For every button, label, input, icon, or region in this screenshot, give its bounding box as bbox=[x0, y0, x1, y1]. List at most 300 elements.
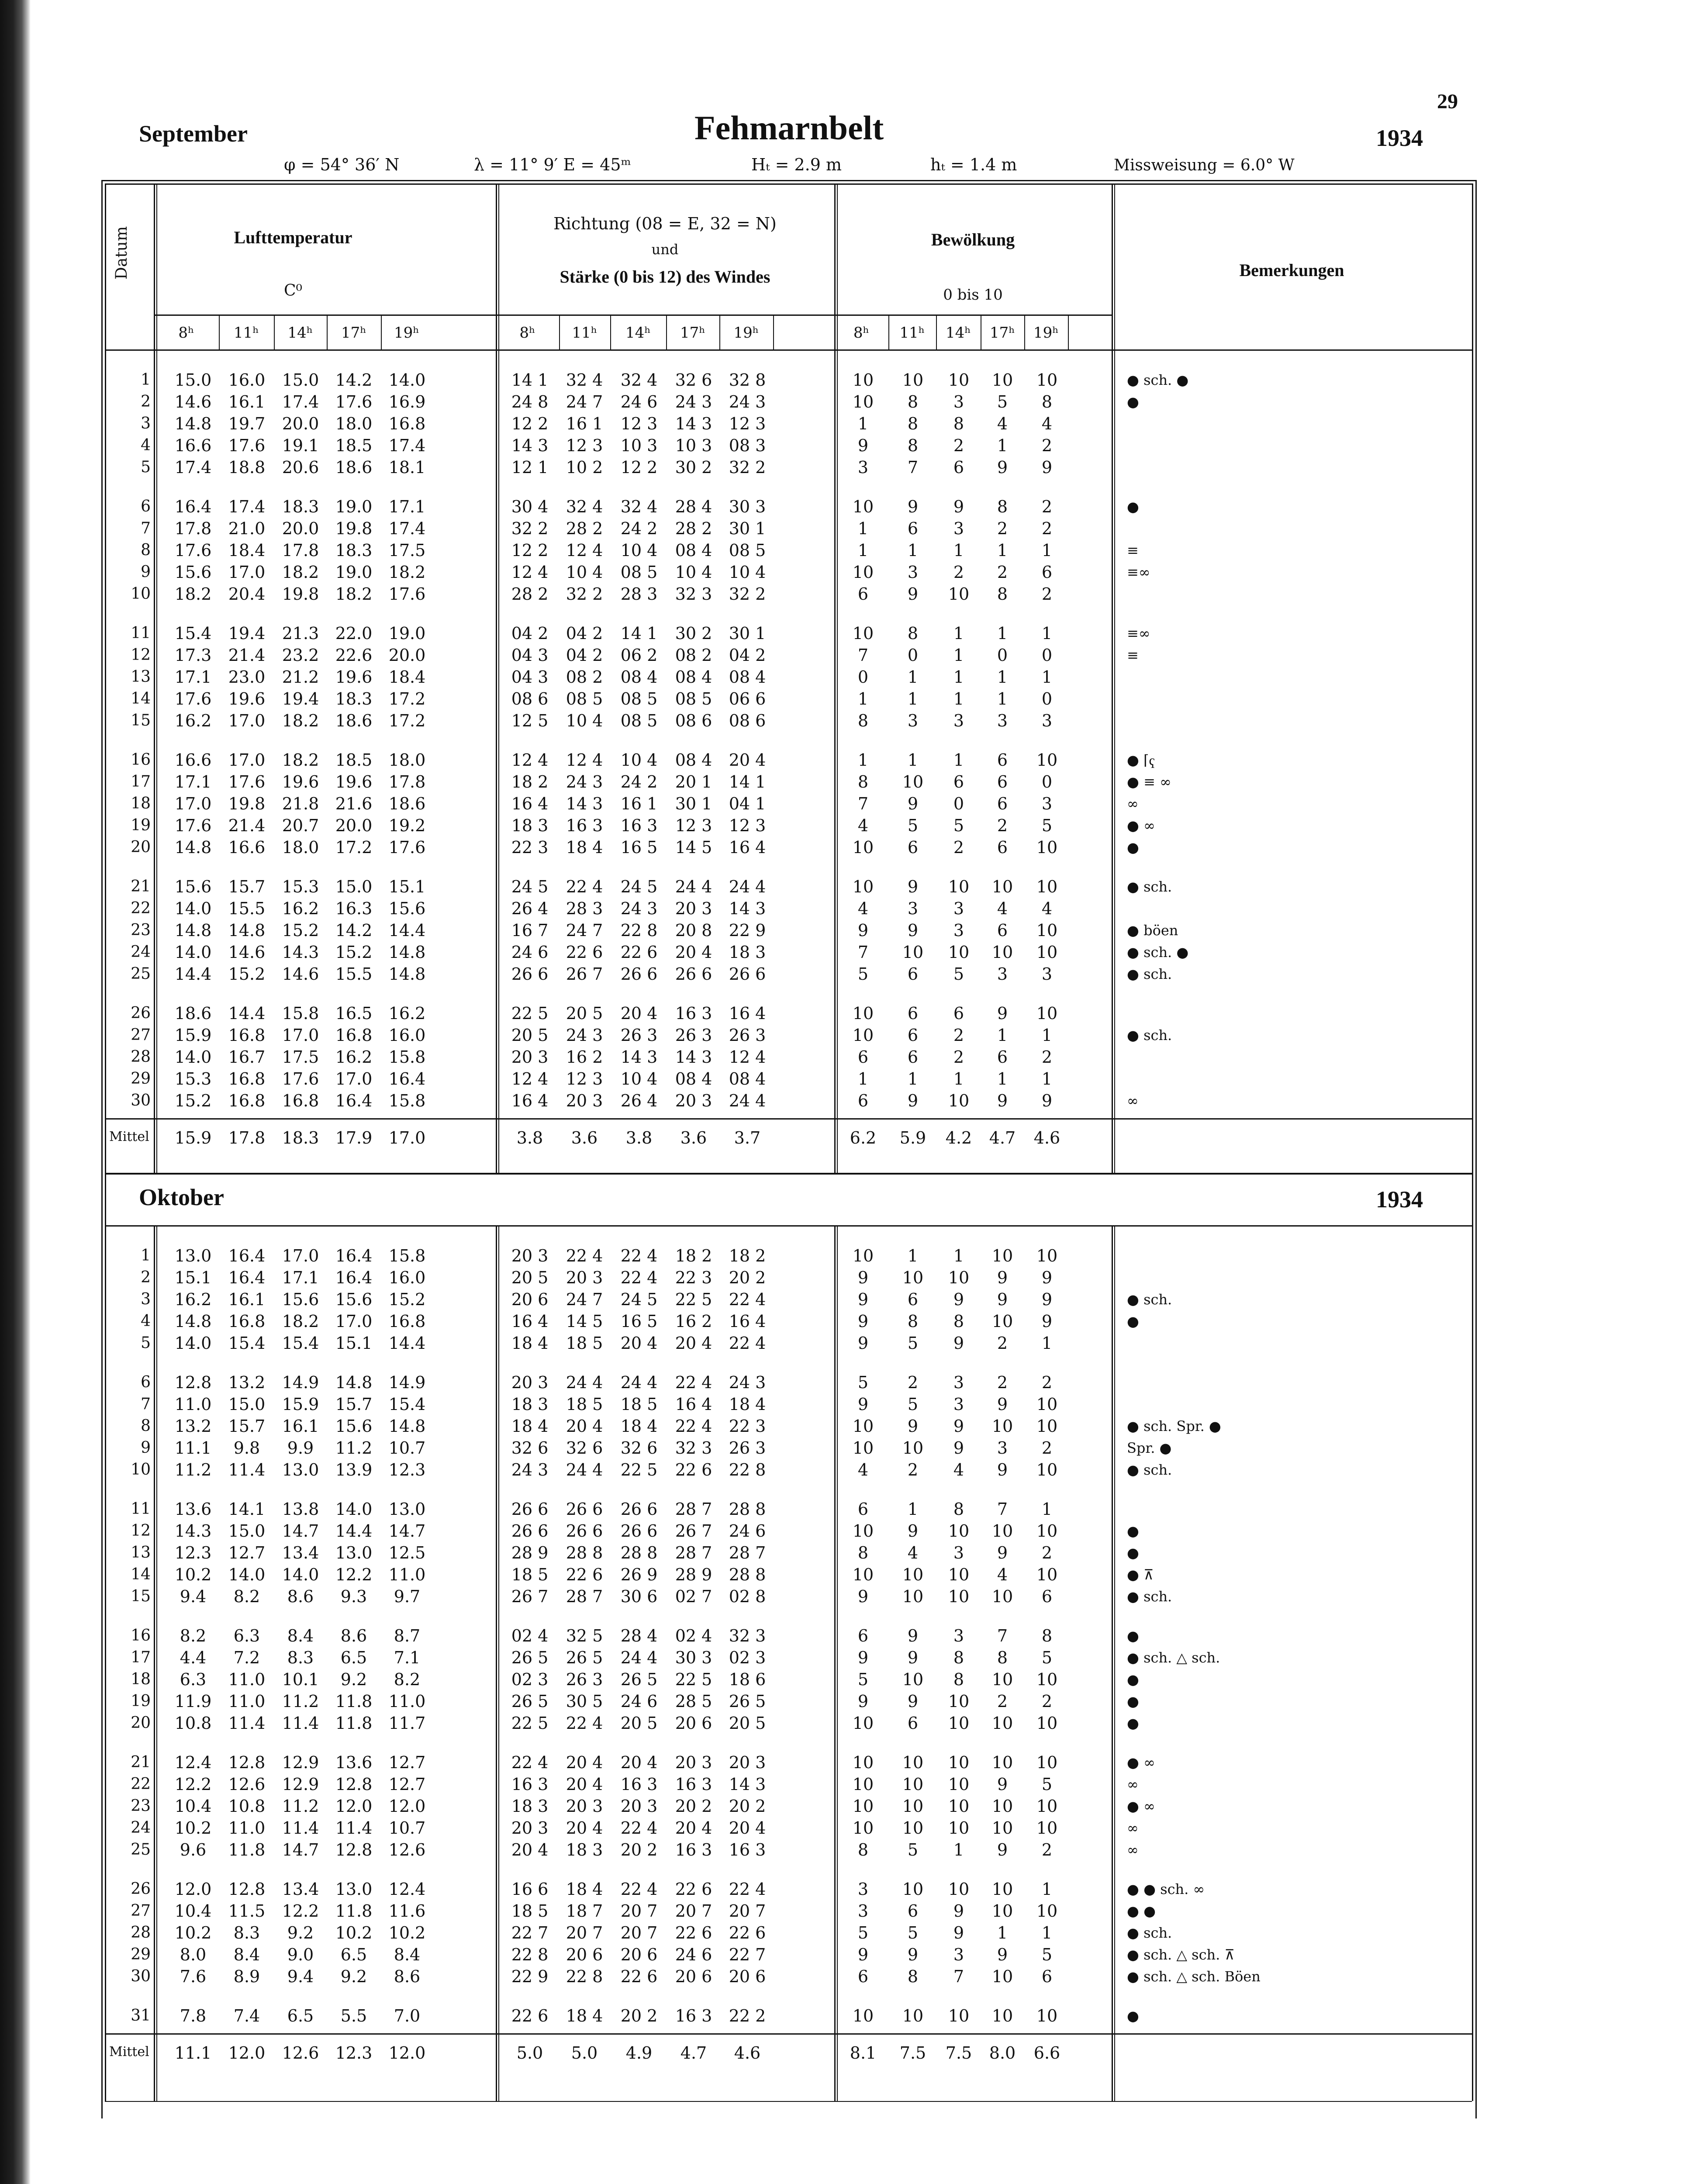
temperature-cell: 10.1 bbox=[282, 1670, 319, 1689]
cloud-cell: 10 bbox=[1036, 1004, 1058, 1023]
wind-cell: 08 4 bbox=[675, 750, 712, 770]
temperature-cell: 18.0 bbox=[282, 838, 319, 857]
mittel-temperature: 17.8 bbox=[228, 1128, 266, 1147]
cloud-cell: 6 bbox=[907, 1714, 919, 1733]
wind-cell: 20 3 bbox=[566, 1091, 603, 1110]
temperature-cell: 15.1 bbox=[174, 1268, 212, 1287]
cloud-cell: 10 bbox=[948, 1692, 970, 1711]
temperature-cell: 20.6 bbox=[282, 458, 319, 477]
temperature-cell: 13.4 bbox=[282, 1880, 319, 1899]
wind-cell: 20 3 bbox=[620, 1797, 658, 1816]
wind-cell: 22 5 bbox=[511, 1714, 549, 1733]
remark-cell: ● sch. bbox=[1127, 1462, 1172, 1478]
cloud-cell: 2 bbox=[1041, 497, 1053, 516]
wind-cell: 16 4 bbox=[511, 1091, 549, 1110]
remark-cell: ● bbox=[1127, 839, 1139, 856]
wind-cell: 08 4 bbox=[620, 667, 658, 687]
temperature-cell: 19.2 bbox=[388, 816, 426, 835]
date-cell: 8 bbox=[141, 541, 151, 559]
date-cell: 31 bbox=[131, 2007, 151, 2025]
wind-cell: 02 4 bbox=[675, 1626, 712, 1645]
wind-cell: 24 3 bbox=[729, 392, 766, 411]
cloud-cell: 9 bbox=[997, 1268, 1008, 1287]
temperature-cell: 12.8 bbox=[335, 1775, 373, 1794]
wind-cell: 12 4 bbox=[511, 750, 549, 770]
wind-cell: 22 3 bbox=[729, 1417, 766, 1436]
temperature-cell: 7.0 bbox=[394, 2006, 421, 2025]
cloud-cell: 3 bbox=[997, 711, 1008, 730]
cloud-cell: 1 bbox=[953, 646, 964, 665]
cloud-cell: 10 bbox=[1036, 1818, 1058, 1838]
wind-cell: 04 1 bbox=[729, 794, 766, 813]
cloud-cell: 5 bbox=[1041, 1648, 1053, 1667]
column-rule bbox=[154, 1225, 155, 2101]
cloud-cell: 9 bbox=[997, 1543, 1008, 1562]
wind-cell: 22 9 bbox=[729, 921, 766, 940]
column-rule bbox=[936, 314, 937, 349]
cloud-cell: 10 bbox=[948, 1775, 970, 1794]
wind-cell: 28 8 bbox=[566, 1543, 603, 1562]
wind-cell: 20 6 bbox=[675, 1967, 712, 1986]
wind-cell: 20 4 bbox=[566, 1417, 603, 1436]
cloud-cell: 10 bbox=[1036, 750, 1058, 770]
coord-missweisung: Missweisung = 6.0° W bbox=[1114, 156, 1295, 174]
mittel-cloud: 6.6 bbox=[1033, 2043, 1060, 2063]
cloud-cell: 1 bbox=[997, 1069, 1008, 1089]
remark-cell: ≡ bbox=[1127, 542, 1139, 559]
wind-cell: 18 3 bbox=[566, 1840, 603, 1859]
wind-cell: 26 6 bbox=[511, 964, 549, 984]
temperature-cell: 15.3 bbox=[174, 1069, 212, 1089]
cloud-cell: 2 bbox=[997, 519, 1008, 538]
temperature-cell: 21.3 bbox=[282, 624, 319, 643]
wind-cell: 18 3 bbox=[511, 1797, 549, 1816]
wind-cell: 32 8 bbox=[729, 370, 766, 390]
date-cell: 26 bbox=[131, 1004, 151, 1022]
temperature-cell: 6.5 bbox=[340, 1945, 367, 1964]
cloud-cell: 10 bbox=[1036, 838, 1058, 857]
cloud-cell: 3 bbox=[953, 1945, 964, 1964]
wind-cell: 22 4 bbox=[675, 1417, 712, 1436]
column-rule bbox=[834, 183, 836, 1173]
temperature-cell: 13.0 bbox=[388, 1500, 426, 1519]
mittel-wind: 4.9 bbox=[625, 2043, 653, 2063]
wind-cell: 28 8 bbox=[729, 1500, 766, 1519]
mittel-wind: 3.6 bbox=[571, 1128, 598, 1147]
cloud-cell: 1 bbox=[953, 1246, 964, 1265]
temperature-cell: 11.2 bbox=[282, 1797, 319, 1816]
wind-cell: 24 3 bbox=[675, 392, 712, 411]
cloud-cell: 10 bbox=[902, 2006, 924, 2025]
cloud-cell: 10 bbox=[852, 1521, 874, 1541]
temperature-cell: 15.9 bbox=[174, 1026, 212, 1045]
column-rule bbox=[105, 183, 106, 2101]
remark-cell: ● sch. △ sch. Böen bbox=[1127, 1968, 1261, 1985]
temperature-cell: 16.6 bbox=[174, 436, 212, 455]
cloud-cell: 6 bbox=[1041, 1967, 1053, 1986]
column-rule bbox=[666, 314, 667, 349]
temperature-cell: 12.8 bbox=[174, 1373, 212, 1392]
temperature-cell: 15.6 bbox=[388, 899, 426, 918]
wind-cell: 12 4 bbox=[566, 541, 603, 560]
cloud-cell: 6 bbox=[907, 964, 919, 984]
wind-cell: 30 5 bbox=[566, 1692, 603, 1711]
cloud-cell: 4 bbox=[857, 899, 869, 918]
wind-cell: 16 4 bbox=[729, 1004, 766, 1023]
date-cell: 6 bbox=[141, 498, 151, 515]
cloud-cell: 0 bbox=[857, 667, 869, 687]
cloud-cell: 9 bbox=[953, 1923, 964, 1942]
temperature-cell: 8.0 bbox=[180, 1945, 207, 1964]
wind-cell: 26 7 bbox=[511, 1587, 549, 1606]
cloud-cell: 3 bbox=[907, 899, 919, 918]
date-cell: 11 bbox=[131, 1500, 151, 1518]
temperature-cell: 15.8 bbox=[388, 1246, 426, 1265]
column-rule bbox=[101, 180, 103, 2118]
temperature-cell: 14.0 bbox=[228, 1565, 266, 1584]
wind-cell: 08 2 bbox=[566, 667, 603, 687]
hour-temperature: 19ʰ bbox=[394, 324, 419, 342]
cloud-cell: 8 bbox=[907, 624, 919, 643]
date-cell: 28 bbox=[131, 1924, 151, 1942]
cloud-cell: 2 bbox=[1041, 1840, 1053, 1859]
wind-cell: 20 7 bbox=[729, 1901, 766, 1921]
temperature-cell: 18.2 bbox=[282, 1312, 319, 1331]
temperature-cell: 20.0 bbox=[282, 414, 319, 433]
temperature-cell: 11.8 bbox=[228, 1840, 266, 1859]
cloud-cell: 2 bbox=[1041, 436, 1053, 455]
cloud-cell: 3 bbox=[857, 458, 869, 477]
wind-cell: 22 8 bbox=[620, 921, 658, 940]
wind-cell: 20 4 bbox=[675, 943, 712, 962]
temperature-cell: 14.0 bbox=[174, 943, 212, 962]
cloud-cell: 6 bbox=[857, 584, 869, 604]
wind-cell: 32 3 bbox=[729, 1626, 766, 1645]
wind-cell: 26 6 bbox=[620, 1500, 658, 1519]
cloud-cell: 2 bbox=[997, 1373, 1008, 1392]
wind-cell: 18 3 bbox=[729, 943, 766, 962]
cloud-cell: 1 bbox=[857, 689, 869, 708]
remark-cell: ● sch. bbox=[1127, 1588, 1172, 1605]
temperature-cell: 19.8 bbox=[228, 794, 266, 813]
wind-cell: 20 4 bbox=[566, 1775, 603, 1794]
cloud-cell: 10 bbox=[948, 877, 970, 896]
temperature-cell: 15.9 bbox=[282, 1395, 319, 1414]
page-binding-edge bbox=[0, 0, 31, 2184]
cloud-cell: 1 bbox=[953, 750, 964, 770]
hour-temperature: 11ʰ bbox=[234, 324, 259, 342]
cloud-cell: 4 bbox=[857, 816, 869, 835]
temperature-cell: 17.0 bbox=[282, 1026, 319, 1045]
temperature-cell: 8.6 bbox=[394, 1967, 421, 1986]
cloud-cell: 1 bbox=[907, 1246, 919, 1265]
remark-cell: ● böen bbox=[1127, 922, 1178, 939]
cloud-cell: 7 bbox=[857, 943, 869, 962]
wind-cell: 26 5 bbox=[511, 1692, 549, 1711]
temperature-cell: 17.6 bbox=[174, 541, 212, 560]
wind-cell: 20 4 bbox=[620, 1334, 658, 1353]
date-cell: 11 bbox=[131, 624, 151, 642]
table-rule bbox=[105, 1225, 1472, 1227]
cloud-cell: 6 bbox=[997, 838, 1008, 857]
temperature-cell: 16.8 bbox=[335, 1026, 373, 1045]
wind-cell: 18 2 bbox=[511, 772, 549, 791]
temperature-cell: 14.0 bbox=[388, 370, 426, 390]
wind-cell: 22 4 bbox=[620, 1268, 658, 1287]
wind-cell: 20 3 bbox=[729, 1753, 766, 1772]
wind-cell: 18 3 bbox=[511, 1395, 549, 1414]
cloud-cell: 10 bbox=[902, 1565, 924, 1584]
temperature-cell: 15.0 bbox=[174, 370, 212, 390]
date-cell: 13 bbox=[131, 668, 151, 686]
date-cell: 21 bbox=[131, 1753, 151, 1771]
cloud-cell: 1 bbox=[997, 1026, 1008, 1045]
wind-cell: 20 6 bbox=[511, 1290, 549, 1309]
temperature-cell: 14.2 bbox=[335, 370, 373, 390]
wind-cell: 20 3 bbox=[566, 1797, 603, 1816]
temperature-cell: 15.8 bbox=[388, 1091, 426, 1110]
temperature-cell: 7.6 bbox=[180, 1967, 207, 1986]
temperature-cell: 20.0 bbox=[282, 519, 319, 538]
wind-cell: 12 4 bbox=[511, 563, 549, 582]
cloud-cell: 10 bbox=[1036, 1395, 1058, 1414]
date-cell: 1 bbox=[141, 1247, 151, 1265]
temperature-cell: 11.4 bbox=[282, 1818, 319, 1838]
wind-cell: 16 6 bbox=[511, 1880, 549, 1899]
wind-cell: 32 5 bbox=[566, 1626, 603, 1645]
column-rule bbox=[1112, 1225, 1113, 2101]
temperature-cell: 10.7 bbox=[388, 1438, 426, 1458]
coord-Ht: Hₜ = 2.9 m bbox=[751, 155, 842, 174]
cloud-cell: 10 bbox=[948, 584, 970, 604]
cloud-cell: 1 bbox=[953, 1069, 964, 1089]
wind-cell: 22 6 bbox=[620, 943, 658, 962]
wind-cell: 20 7 bbox=[675, 1901, 712, 1921]
temperature-cell: 17.0 bbox=[228, 750, 266, 770]
wind-cell: 20 3 bbox=[675, 899, 712, 918]
column-rule bbox=[496, 1225, 497, 2101]
wind-cell: 02 7 bbox=[675, 1587, 712, 1606]
wind-cell: 16 1 bbox=[620, 794, 658, 813]
temperature-cell: 18.5 bbox=[335, 750, 373, 770]
wind-cell: 32 2 bbox=[511, 519, 549, 538]
header-bew-unit: 0 bis 10 bbox=[943, 286, 1003, 304]
temperature-cell: 16.4 bbox=[335, 1268, 373, 1287]
wind-cell: 08 4 bbox=[675, 541, 712, 560]
wind-cell: 32 3 bbox=[675, 584, 712, 604]
temperature-cell: 15.8 bbox=[282, 1004, 319, 1023]
temperature-cell: 15.2 bbox=[174, 1091, 212, 1110]
temperature-cell: 14.8 bbox=[388, 1417, 426, 1436]
date-cell: 4 bbox=[141, 1312, 151, 1330]
temperature-cell: 15.2 bbox=[335, 943, 373, 962]
cloud-cell: 8 bbox=[907, 1312, 919, 1331]
wind-cell: 02 8 bbox=[729, 1587, 766, 1606]
wind-cell: 12 2 bbox=[511, 414, 549, 433]
wind-cell: 26 6 bbox=[566, 1521, 603, 1541]
cloud-cell: 1 bbox=[857, 1069, 869, 1089]
wind-cell: 12 3 bbox=[729, 816, 766, 835]
cloud-cell: 1 bbox=[953, 1840, 964, 1859]
cloud-cell: 2 bbox=[997, 1334, 1008, 1353]
remark-cell: ● sch. bbox=[1127, 1027, 1172, 1044]
cloud-cell: 7 bbox=[997, 1626, 1008, 1645]
cloud-cell: 10 bbox=[948, 1797, 970, 1816]
remark-cell: ● bbox=[1127, 1628, 1139, 1644]
hour-cloud: 19ʰ bbox=[1033, 324, 1059, 342]
temperature-cell: 14.8 bbox=[388, 964, 426, 984]
wind-cell: 26 6 bbox=[620, 964, 658, 984]
remark-cell: ≡ bbox=[1127, 647, 1139, 663]
wind-cell: 14 3 bbox=[729, 1775, 766, 1794]
mittel-cloud: 4.2 bbox=[945, 1128, 972, 1147]
coord-ht: hₜ = 1.4 m bbox=[930, 155, 1017, 174]
wind-cell: 32 4 bbox=[620, 497, 658, 516]
temperature-cell: 18.2 bbox=[335, 584, 373, 604]
temperature-cell: 14.9 bbox=[282, 1373, 319, 1392]
header-wind-line3: Stärke (0 bis 12) des Windes bbox=[560, 267, 770, 287]
temperature-cell: 16.4 bbox=[174, 497, 212, 516]
temperature-cell: 11.9 bbox=[174, 1692, 212, 1711]
temperature-cell: 18.2 bbox=[282, 711, 319, 730]
wind-cell: 28 9 bbox=[511, 1543, 549, 1562]
cloud-cell: 6 bbox=[907, 1026, 919, 1045]
cloud-cell: 9 bbox=[953, 1290, 964, 1309]
wind-cell: 10 3 bbox=[675, 436, 712, 455]
wind-cell: 24 7 bbox=[566, 1290, 603, 1309]
wind-cell: 10 4 bbox=[566, 563, 603, 582]
temperature-cell: 13.8 bbox=[282, 1500, 319, 1519]
wind-cell: 26 3 bbox=[620, 1026, 658, 1045]
date-cell: 7 bbox=[141, 519, 151, 537]
wind-cell: 04 2 bbox=[566, 624, 603, 643]
temperature-cell: 16.0 bbox=[388, 1268, 426, 1287]
cloud-cell: 7 bbox=[857, 794, 869, 813]
temperature-cell: 17.1 bbox=[282, 1268, 319, 1287]
wind-cell: 24 2 bbox=[620, 772, 658, 791]
cloud-cell: 10 bbox=[852, 1417, 874, 1436]
cloud-cell: 10 bbox=[1036, 877, 1058, 896]
cloud-cell: 9 bbox=[997, 1460, 1008, 1479]
cloud-cell: 9 bbox=[953, 1334, 964, 1353]
cloud-cell: 1 bbox=[1041, 1923, 1053, 1942]
temperature-cell: 14.4 bbox=[335, 1521, 373, 1541]
column-rule bbox=[154, 183, 155, 1173]
wind-cell: 20 2 bbox=[729, 1268, 766, 1287]
wind-cell: 14 3 bbox=[511, 436, 549, 455]
wind-cell: 16 1 bbox=[566, 414, 603, 433]
header-datum: Datum bbox=[113, 226, 131, 280]
temperature-cell: 16.8 bbox=[388, 414, 426, 433]
cloud-cell: 10 bbox=[991, 370, 1013, 390]
wind-cell: 24 6 bbox=[511, 943, 549, 962]
wind-cell: 22 6 bbox=[566, 943, 603, 962]
wind-cell: 26 6 bbox=[675, 964, 712, 984]
temperature-cell: 13.9 bbox=[335, 1460, 373, 1479]
temperature-cell: 12.5 bbox=[388, 1543, 426, 1562]
temperature-cell: 11.0 bbox=[174, 1395, 212, 1414]
wind-cell: 12 3 bbox=[620, 414, 658, 433]
wind-cell: 20 2 bbox=[620, 2006, 658, 2025]
wind-cell: 18 3 bbox=[511, 816, 549, 835]
temperature-cell: 15.6 bbox=[335, 1417, 373, 1436]
column-rule bbox=[498, 183, 499, 1173]
temperature-cell: 17.2 bbox=[388, 689, 426, 708]
temperature-cell: 14.8 bbox=[174, 1312, 212, 1331]
wind-cell: 16 2 bbox=[566, 1047, 603, 1067]
cloud-cell: 10 bbox=[902, 1670, 924, 1689]
mittel-wind: 5.0 bbox=[516, 2043, 543, 2063]
hour-cloud: 14ʰ bbox=[946, 324, 971, 342]
column-rule bbox=[837, 183, 838, 1173]
temperature-cell: 11.4 bbox=[335, 1818, 373, 1838]
wind-cell: 20 4 bbox=[620, 1004, 658, 1023]
cloud-cell: 1 bbox=[997, 436, 1008, 455]
wind-cell: 16 4 bbox=[511, 1312, 549, 1331]
temperature-cell: 15.1 bbox=[335, 1334, 373, 1353]
column-rule bbox=[1114, 183, 1115, 1173]
mittel-label: Mittel bbox=[109, 1129, 149, 1144]
temperature-cell: 21.4 bbox=[228, 646, 266, 665]
temperature-cell: 14.2 bbox=[335, 921, 373, 940]
cloud-cell: 2 bbox=[997, 1692, 1008, 1711]
date-cell: 19 bbox=[131, 816, 151, 834]
temperature-cell: 17.2 bbox=[388, 711, 426, 730]
column-rule bbox=[156, 1225, 157, 2101]
temperature-cell: 19.0 bbox=[388, 624, 426, 643]
cloud-cell: 1 bbox=[997, 541, 1008, 560]
wind-cell: 16 3 bbox=[566, 816, 603, 835]
cloud-cell: 10 bbox=[1036, 1670, 1058, 1689]
wind-cell: 26 5 bbox=[511, 1648, 549, 1667]
wind-cell: 26 3 bbox=[729, 1026, 766, 1045]
remark-cell: ● ⊼ bbox=[1127, 1566, 1154, 1583]
cloud-cell: 2 bbox=[953, 1047, 964, 1067]
temperature-cell: 19.6 bbox=[282, 772, 319, 791]
date-cell: 22 bbox=[131, 1775, 151, 1793]
cloud-cell: 3 bbox=[857, 1901, 869, 1921]
temperature-cell: 18.4 bbox=[388, 667, 426, 687]
date-cell: 30 bbox=[131, 1967, 151, 1985]
date-cell: 17 bbox=[131, 773, 151, 791]
temperature-cell: 12.9 bbox=[282, 1753, 319, 1772]
cloud-cell: 9 bbox=[907, 877, 919, 896]
temperature-cell: 15.0 bbox=[228, 1521, 266, 1541]
wind-cell: 26 3 bbox=[566, 1670, 603, 1689]
wind-cell: 18 2 bbox=[729, 1246, 766, 1265]
cloud-cell: 9 bbox=[857, 921, 869, 940]
temperature-cell: 15.6 bbox=[335, 1290, 373, 1309]
wind-cell: 08 5 bbox=[620, 563, 658, 582]
temperature-cell: 15.5 bbox=[228, 899, 266, 918]
wind-cell: 24 6 bbox=[620, 1692, 658, 1711]
date-cell: 24 bbox=[131, 1819, 151, 1837]
wind-cell: 12 4 bbox=[729, 1047, 766, 1067]
wind-cell: 22 5 bbox=[675, 1290, 712, 1309]
temperature-cell: 17.6 bbox=[228, 772, 266, 791]
cloud-cell: 2 bbox=[1041, 1543, 1053, 1562]
cloud-cell: 10 bbox=[852, 1438, 874, 1458]
cloud-cell: 5 bbox=[1041, 1945, 1053, 1964]
date-cell: 1 bbox=[141, 371, 151, 389]
temperature-cell: 11.4 bbox=[228, 1714, 266, 1733]
wind-cell: 14 3 bbox=[675, 414, 712, 433]
wind-cell: 10 4 bbox=[566, 711, 603, 730]
cloud-cell: 2 bbox=[1041, 519, 1053, 538]
temperature-cell: 20.0 bbox=[335, 816, 373, 835]
temperature-cell: 15.3 bbox=[282, 877, 319, 896]
temperature-cell: 15.4 bbox=[228, 1334, 266, 1353]
